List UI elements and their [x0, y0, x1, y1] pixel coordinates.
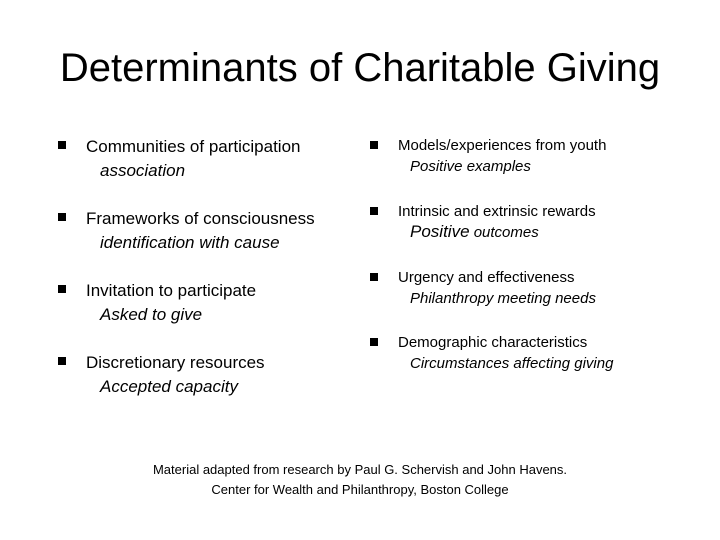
- credit-line-2: Center for Wealth and Philanthropy, Boston College: [211, 482, 509, 497]
- bullet-detail: [410, 223, 539, 242]
- source-credit: [0, 460, 720, 500]
- square-bullet-icon: [58, 285, 66, 293]
- bullet-detail: Positive examples: [410, 158, 531, 175]
- bullet-detail: Circumstances affecting giving: [410, 355, 614, 372]
- square-bullet-icon: [58, 213, 66, 221]
- bullet-heading: Invitation to participate: [86, 281, 257, 300]
- bullet-heading: Models/experiences from youth: [398, 137, 607, 154]
- square-bullet-icon: [370, 141, 378, 149]
- bullet-detail: Asked to give: [100, 305, 203, 324]
- bullet-heading: Communities of participation: [86, 137, 301, 156]
- bullet-heading: Discretionary resources: [86, 353, 265, 372]
- bullet-detail-emphasis: Positive: [410, 222, 470, 241]
- bullet-detail: identification with cause: [100, 233, 280, 252]
- bullet-detail-rest: outcomes: [473, 224, 539, 241]
- bullet-detail: Philanthropy meeting needs: [410, 290, 596, 307]
- square-bullet-icon: [58, 141, 66, 149]
- square-bullet-icon: [370, 207, 378, 215]
- bullet-detail: association: [100, 161, 186, 180]
- bullet-heading: Demographic characteristics: [398, 334, 588, 351]
- bullet-detail: Accepted capacity: [100, 377, 238, 396]
- credit-line-1: Material adapted from research by Paul G. Schervish and John Havens.: [152, 462, 568, 477]
- square-bullet-icon: [370, 338, 378, 346]
- square-bullet-icon: [58, 357, 66, 365]
- bullet-heading: Frameworks of consciousness: [86, 209, 315, 228]
- slide-title: Determinants of Charitable Giving: [59, 46, 661, 90]
- bullet-heading: Urgency and effectiveness: [398, 269, 575, 286]
- square-bullet-icon: [370, 273, 378, 281]
- bullet-heading: Intrinsic and extrinsic rewards: [398, 203, 596, 220]
